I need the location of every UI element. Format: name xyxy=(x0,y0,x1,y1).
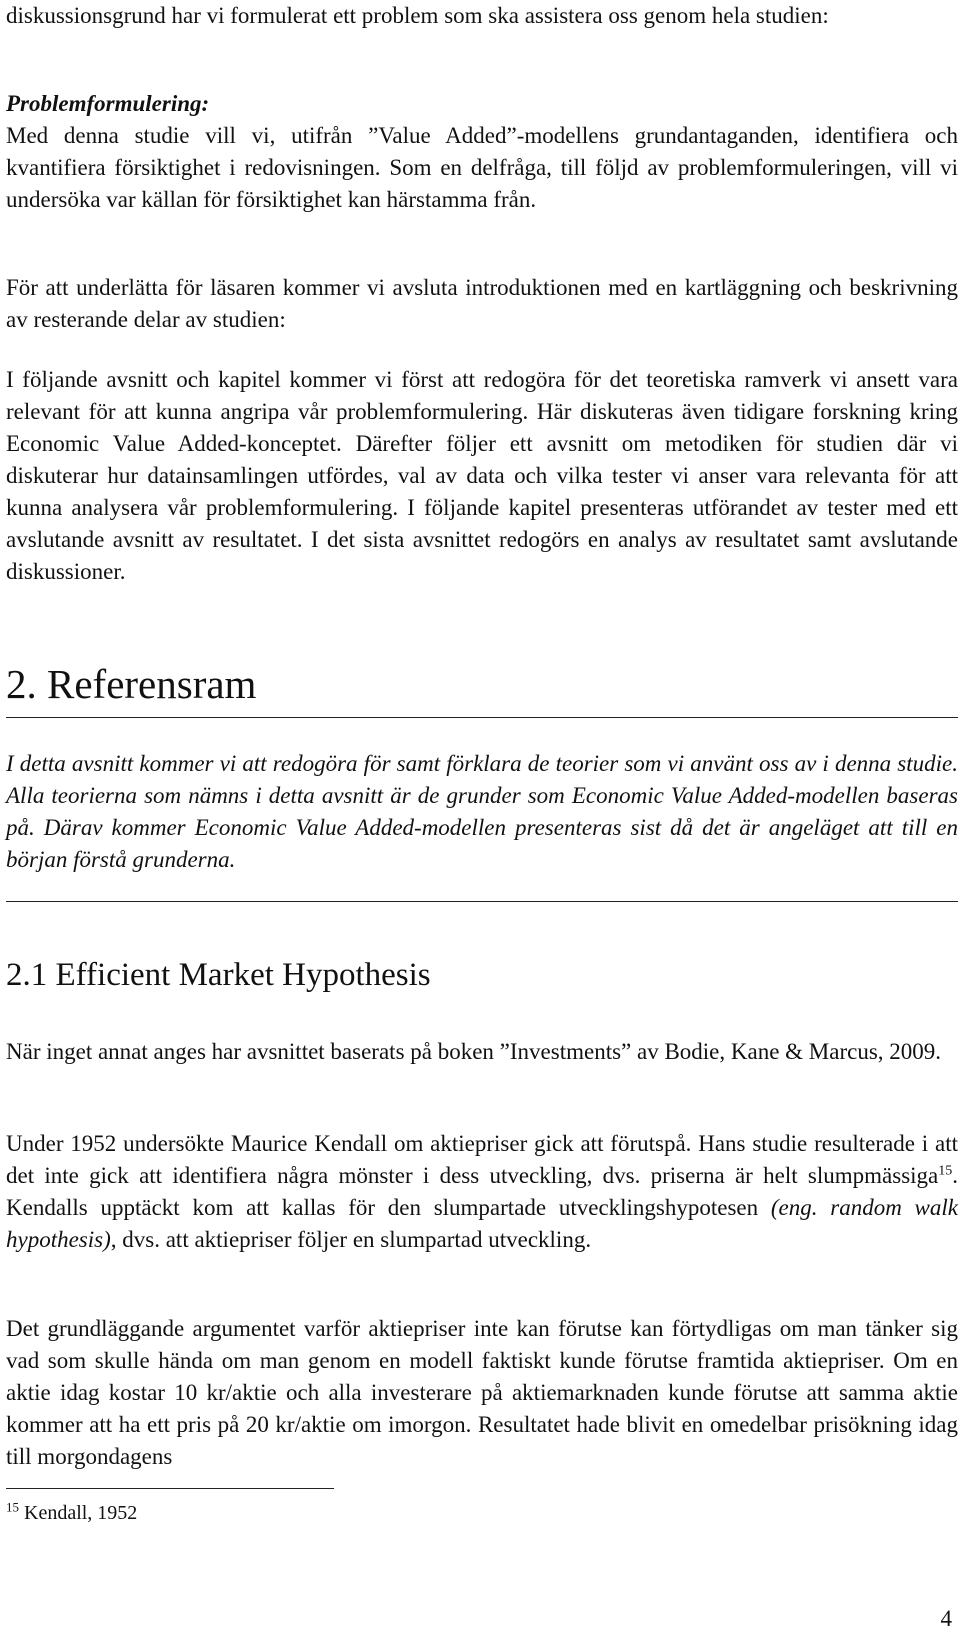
chapter-top-rule xyxy=(6,717,958,718)
source-note-paragraph: När inget annat anges har avsnittet baserats på boken ”Investments” av Bodie, Kane & Marcus, 2009. xyxy=(6,1039,942,1064)
argument-paragraph: Det grundläggande argumentet varför aktiepriser inte kan förutse kan förtydligas om man tänker sig vad som skulle hända om man genom en modell faktiskt kunde förutse framtida aktiepriser. Om en aktie idag kostar 10 kr/aktie och alla investerare på aktiemarknaden kunde förutse att samma aktie kommer att ha ett pris på 20 kr/aktie om imorgon. Resultatet hade blivit en omedelbar prisökning idag till morgondagens xyxy=(6,1316,958,1469)
chapter-heading: 2. Referensram xyxy=(6,661,257,707)
chapter-bottom-rule xyxy=(6,901,958,902)
document-page xyxy=(6,0,958,1638)
kendall-text-a: Under 1952 undersökte Maurice Kendall om aktiepriser gick att förutspå. Hans studie resulterade i att det inte gick att identifiera några mönster i dess utveckling, dvs. priserna är helt slumpmässiga xyxy=(6,1131,958,1188)
chapter-summary: I detta avsnitt kommer vi att redogöra för samt förklara de teorier som vi använt oss av i denna studie. Alla teorierna som nämns i detta avsnitt är de grunder som Economic Value Added-modellen baseras på. Därav kommer Economic Value Added-modellen presenteras sist då det är angeläget att till en början förstå grunderna. xyxy=(6,751,958,872)
kendall-text-b: . Kendalls upptäckt kom att kallas för den slumpartade utvecklingshypotesen xyxy=(6,1163,958,1220)
kendall-paragraph xyxy=(6,1128,958,1256)
kendall-text-c: , dvs. att aktiepriser följer en slumpartad utveckling. xyxy=(110,1227,592,1252)
footnote-text: Kendall, 1952 xyxy=(24,1502,138,1524)
section-heading: 2.1 Efficient Market Hypothesis xyxy=(6,957,431,993)
intro-lead-paragraph: diskussionsgrund har vi formulerat ett problem som ska assistera oss genom hela studien: xyxy=(6,3,829,28)
footnote-number: 15 xyxy=(6,1499,19,1515)
footnote-reference[interactable]: 15 xyxy=(938,1163,953,1179)
overview-paragraph: I följande avsnitt och kapitel kommer vi först att redogöra för det teoretiska ramverk vi ansett vara relevant för att kunna angripa vår problemformulering. Här diskuteras även tidigare forskning kring Economic Value Added-konceptet. Därefter följer ett avsnitt om metodiken för studien där vi diskuterar hur datainsamlingen utfördes, val av data och vilka tester vi anser vara relevanta för att kunna analysera vår problemformulering. I följande kapitel presenteras utförandet av tester med ett avslutande avsnitt av resultatet. I det sista avsnittet redogörs en analys av resultatet samt avslutande diskussioner. xyxy=(6,367,958,584)
kendall-italic-term: (eng. random walk hypothesis) xyxy=(6,1195,958,1252)
footnote-separator xyxy=(6,1488,334,1489)
footnote xyxy=(6,1500,137,1526)
problem-label: Problemformulering: xyxy=(6,91,210,116)
problem-statement xyxy=(6,88,958,216)
overview-intro-paragraph: För att underlätta för läsaren kommer vi avsluta introduktionen med en kartläggning och beskrivning av resterande delar av studien: xyxy=(6,275,958,332)
page-number: 4 xyxy=(940,1606,952,1631)
problem-text: Med denna studie vill vi, utifrån ”Value Added”-modellens grundantaganden, identifiera och kvantifiera försiktighet i redovisningen. Som en delfråga, till följd av problemformuleringen, vill vi undersöka var källan för försiktighet kan härstamma från. xyxy=(6,123,958,212)
